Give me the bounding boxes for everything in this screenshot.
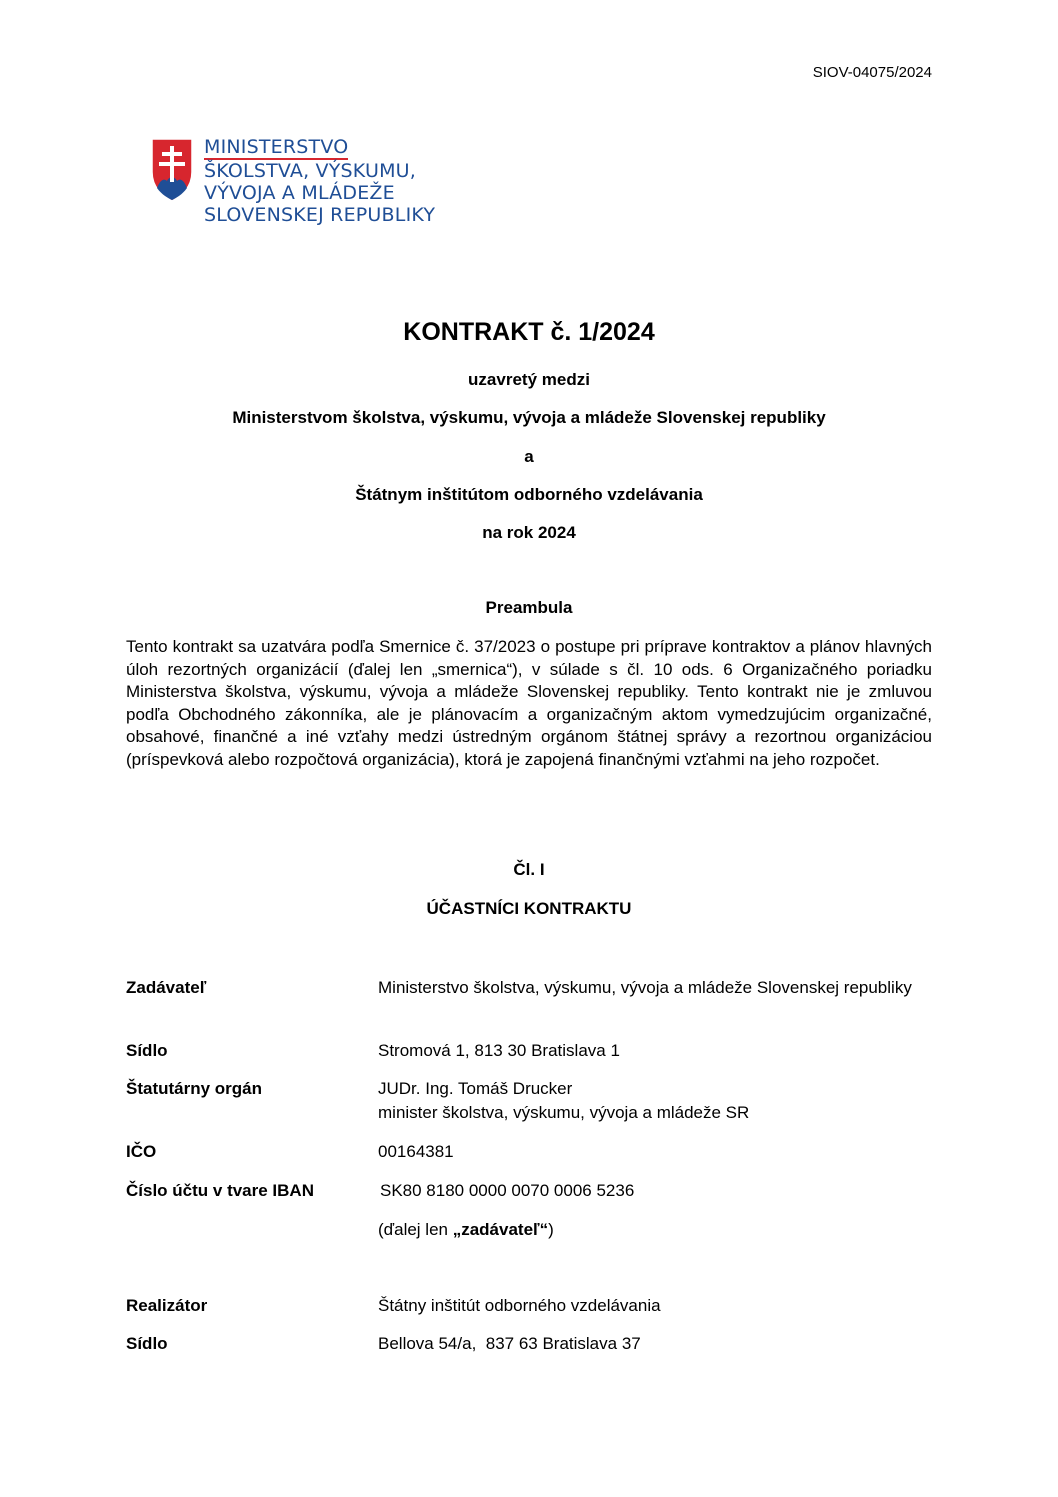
field-label: Sídlo [126,1334,168,1353]
field-label: Sídlo [126,1041,168,1060]
alias-suffix: ) [548,1220,554,1239]
ministry-logo-text [204,136,435,226]
logo-line: MINISTERSTVO [204,136,349,158]
logo-line: ŠKOLSTVA, VÝSKUMU, [204,160,417,182]
alias-text [378,1218,932,1241]
alias-term: „zadávateľ“ [452,1220,549,1239]
field-label: Štatutárny orgán [126,1079,263,1098]
field-value: 00164381 [378,1142,454,1161]
field-label: Číslo účtu v tvare IBAN [126,1181,314,1200]
preamble-title: Preambula [485,598,573,617]
field-value: SK80 8180 0000 0070 0006 5236 [380,1181,635,1200]
heading-line: Ministerstvom školstva, výskumu, vývoja a mládeže Slovenskej republiky [232,408,826,427]
heading-line: na rok 2024 [482,523,576,542]
field-value: Ministerstvo školstva, výskumu, vývoja a mládeže Slovenskej republiky [378,978,912,997]
article-title: ÚČASTNÍCI KONTRAKTU [426,899,632,918]
field-value: Stromová 1, 813 30 Bratislava 1 [378,1041,620,1060]
field-value: JUDr. Ing. Tomáš Drucker [378,1079,573,1098]
field-label: Realizátor [126,1296,208,1315]
field-label: IČO [126,1142,157,1161]
ministry-logo [151,138,435,226]
article-number: Čl. I [513,860,545,879]
heading-line: a [524,447,534,466]
logo-line: VÝVOJA A MLÁDEŽE [204,182,395,204]
field-value: minister školstva, výskumu, vývoja a mládeže SR [378,1103,750,1122]
logo-line: SLOVENSKEJ REPUBLIKY [204,204,436,226]
coat-of-arms-icon [151,138,193,202]
preamble-text: Tento kontrakt sa uzatvára podľa Smernice č. 37/2023 o postupe pri príprave kontraktov a plánov hlavných úloh rezortných organizácií (ďalej len „smernica“), v súlade s čl. 10 ods. 6 Organizačného poriadku Ministerstva školstva, výskumu, vývoja a mládeže Slovenskej republiky. Tento kontrakt nie je zmluvou podľa Obchodného zákonníka, ale je plánovacím a organizačným aktom vymedzujúcim organizačné, obsahové, finančné a iné vzťahy medzi ústredným orgánom štátnej správy a rezortnou organizáciou (príspevková alebo rozpočtová organizácia), ktorá je zapojená finančnými vzťahmi na jeho rozpočet. [126,637,932,769]
heading-line: uzavretý medzi [468,370,590,389]
alias-prefix: (ďalej len [378,1220,453,1239]
field-label: Zadávateľ [126,978,207,997]
heading-line: Štátnym inštitútom odborného vzdelávania [355,485,703,504]
field-value: Bellova 54/a, 837 63 Bratislava 37 [378,1334,641,1353]
contract-title: KONTRAKT č. 1/2024 [403,318,655,346]
field-value: Štátny inštitút odborného vzdelávania [378,1296,661,1315]
document-reference: SIOV-04075/2024 [812,64,932,81]
